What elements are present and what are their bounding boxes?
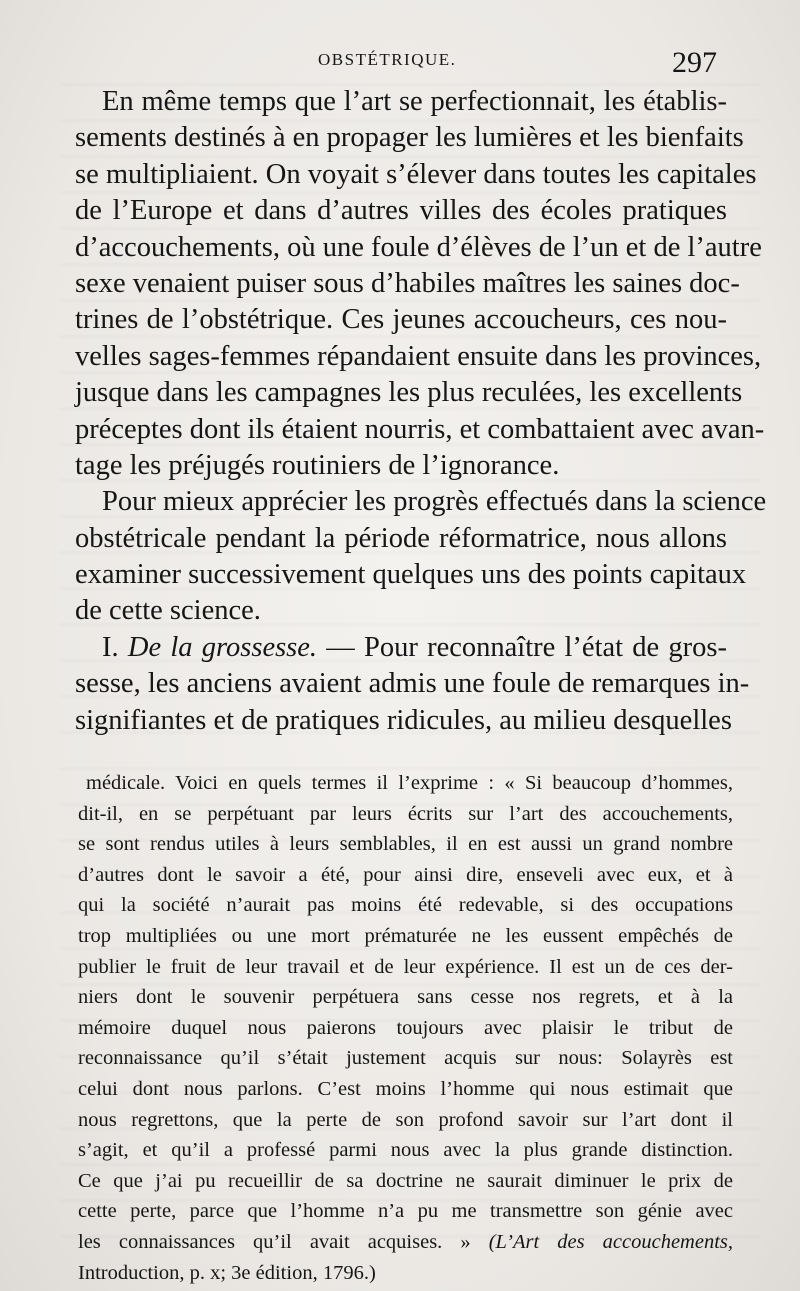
footnote-line: reconnaissance qu’il s’était justement acquis sur nous: Solayrès est (78, 1047, 733, 1070)
footnote-line: Ce que j’ai pu recueillir de sa doctrine ne saurait diminuer le prix de (78, 1169, 733, 1192)
running-title: OBSTÉTRIQUE. (318, 50, 457, 69)
footnote-line: cette perte, parce que l’homme n’a pu me transmettre son génie avec (78, 1200, 733, 1223)
text-line: examiner successivement quelques uns des points capitaux (75, 559, 747, 591)
footnote-line: Introduction, p. x; 3e édition, 1796.) (78, 1261, 376, 1284)
text-line: préceptes dont ils étaient nourris, et combattaient avec avan- (75, 413, 765, 445)
running-head (0, 46, 800, 80)
citation-title: (L’Art des accouchements, (488, 1230, 734, 1253)
footnote-line: médicale. Voici en quels termes il l’exprime : « Si beaucoup d’hommes, (86, 772, 733, 794)
text-line: Pour mieux apprécier les progrès effectués dans la science (102, 486, 767, 518)
footnote-line: qui la société n’aurait pas moins été redevable, si des occupations (78, 894, 733, 917)
text-line: sements destinés à en propager les lumières et les bienfaits (75, 122, 744, 154)
section-text: — Pour reconnaître l’état de gros- (326, 631, 727, 663)
footnote-citation-line (78, 1227, 733, 1258)
main-text (75, 84, 767, 739)
footnote-line: trop multipliées ou une mort prématurée ne les eussent empêchés de (78, 924, 733, 947)
footnote-line: nous regrettons, que la perte de son profond savoir sur l’art dont il (78, 1108, 733, 1131)
page-number: 297 (672, 46, 717, 79)
footnote-line: d’autres dont le savoir a été, pour ainsi dire, enseveli avec eux, et à (78, 863, 733, 886)
footnote-line: publier le fruit de leur travail et de leur expérience. Il est un de ces der- (78, 955, 733, 978)
text-line: trines de l’obstétrique. Ces jeunes accoucheurs, ces nou- (75, 304, 727, 336)
section-number: I. (102, 631, 119, 663)
text-line: velles sages-femmes répandaient ensuite dans les provinces, (75, 340, 762, 372)
text-line: tage les préjugés routiniers de l’ignorance. (75, 449, 560, 481)
text-line: obstétricale pendant la période réformatrice, nous allons (75, 522, 727, 554)
text-line: de cette science. (75, 595, 261, 627)
footnote-line: dit-il, en se perpétuant par leurs écrits sur l’art des accouchements, (78, 802, 733, 825)
text-line: se multipliaient. On voyait s’élever dans toutes les capitales (75, 158, 757, 190)
text-line: sexe venaient puiser sous d’habiles maîtres les saines doc- (75, 267, 740, 299)
text-line: jusque dans les campagnes les plus reculées, les excellents (75, 377, 743, 409)
section-title: De la grossesse. (127, 631, 318, 663)
text-line: signifiantes et de pratiques ridicules, au milieu desquelles (75, 704, 732, 736)
text-line: d’accouchements, où une foule d’élèves de l’un et de l’autre (75, 231, 762, 263)
footnote (78, 768, 733, 1288)
footnote-line: niers dont le souvenir perpétuera sans cesse nos regrets, et à la (78, 986, 733, 1009)
text-line: de l’Europe et dans d’autres villes des écoles pratiques (75, 195, 727, 227)
footnote-line: s’agit, et qu’il a professé parmi nous avec la plus grande distinction. (78, 1139, 733, 1162)
footnote-line: mémoire duquel nous paierons toujours avec plaisir le tribut de (78, 1016, 733, 1039)
text-line: En même temps que l’art se perfectionnait, les établis- (102, 86, 727, 117)
text-line: sesse, les anciens avaient admis une foule de remarques in- (75, 668, 750, 700)
footnote-line: celui dont nous parlons. C’est moins l’homme qui nous estimait que (78, 1077, 733, 1100)
footnote-quote-end: les connaissances qu’il avait acquises. » (78, 1230, 471, 1253)
footnote-line: se sont rendus utiles à leurs semblables, il en est aussi un grand nombre (78, 833, 733, 856)
section-heading-line (75, 630, 727, 666)
